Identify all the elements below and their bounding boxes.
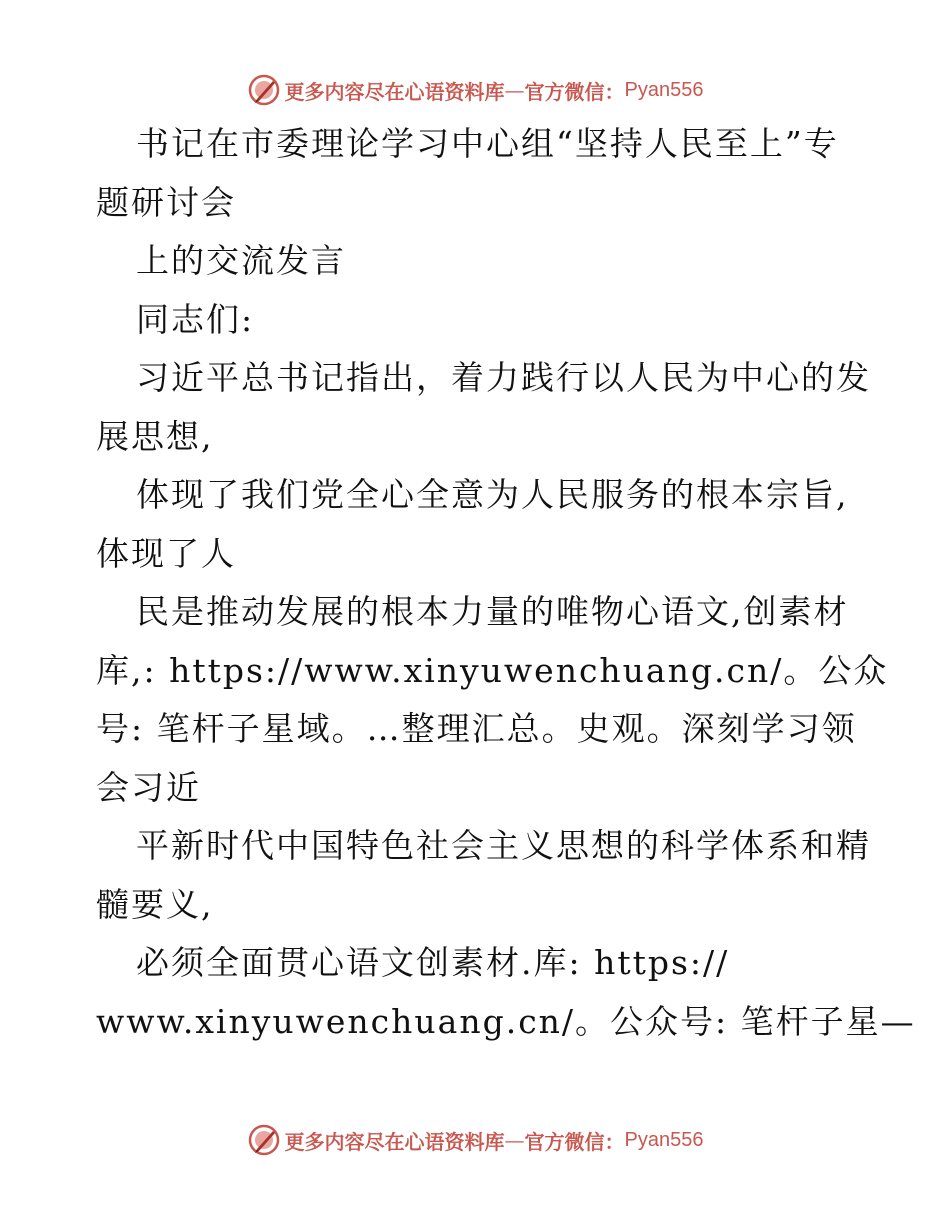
paragraph-line: 必须全面贯心语文创素材.库: https:// [136,943,730,982]
pen-logo-icon [247,1123,281,1157]
salutation: 同志们: [136,299,255,339]
paragraph-line: 号: 笔杆子星域。…整理汇总。史观。深刻学习领 [96,709,857,748]
banner-dash: — [504,1128,525,1152]
paragraph-line: 展思想, [96,416,214,456]
header-banner [0,70,950,110]
banner-wechat-id: Pyan556 [624,1128,704,1151]
paragraph-line: 习近平总书记指出，着力践行以人民为中心的发 [136,358,871,397]
footer-banner [0,1120,950,1160]
paragraph-line: 会习近 [96,767,201,807]
banner-wechat-id: Pyan556 [624,78,704,101]
paragraph-line: www.xinyuwenchuang.cn/。公众号: 笔杆子星— [96,1001,916,1041]
title-line-3: 上的交流发言 [136,241,346,280]
title-line-1: 书记在市委理论学习中心组“坚持人民至上”专 [136,124,839,163]
pen-logo-icon [247,73,281,107]
banner-dash: — [504,78,525,102]
document-body [96,115,916,1051]
paragraph-line: 体现了人 [96,533,236,573]
banner-wechat-label: 官方微信： [524,79,625,104]
paragraph-line: 库,: https://www.xinyuwenchuang.cn/。公众 [96,650,889,690]
banner-site-text: 更多内容尽在心语资料库 [284,1129,505,1154]
banner-site-text: 更多内容尽在心语资料库 [284,79,505,104]
banner-wechat-label: 官方微信： [524,1129,625,1154]
title-line-2: 题研讨会 [96,182,236,222]
paragraph-line: 体现了我们党全心全意为人民服务的根本宗旨, [136,475,849,514]
paragraph-line: 民是推动发展的根本力量的唯物心语文,创素材 [136,592,849,631]
paragraph-line: 髓要义, [96,884,214,924]
paragraph-line: 平新时代中国特色社会主义思想的科学体系和精 [136,826,871,865]
